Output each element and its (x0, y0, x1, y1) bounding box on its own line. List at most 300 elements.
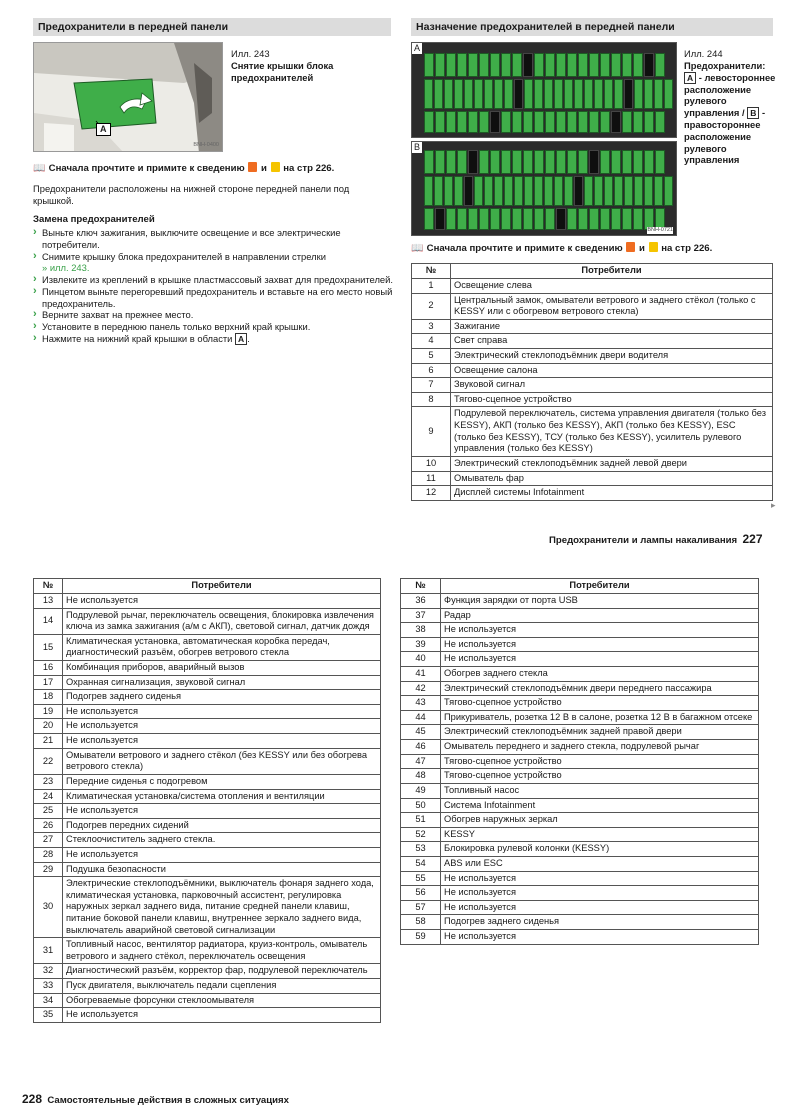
fuse-number: 31 (34, 938, 63, 964)
fuse-slot (545, 208, 555, 230)
fuse-consumer: Не используется (441, 623, 759, 638)
fuse-diagram-b (411, 141, 677, 236)
table-row (34, 938, 381, 964)
note-icon (649, 242, 658, 252)
fuse-slot (567, 150, 577, 174)
fuse-consumer: Не используется (63, 594, 381, 609)
fuse-number: 22 (34, 748, 63, 774)
fuse-number: 4 (412, 334, 451, 349)
fuse-consumer: Не используется (441, 652, 759, 667)
fuse-consumer: Электрический стеклоподъёмник задней левой двери (451, 456, 773, 471)
fuse-slot (490, 150, 500, 174)
table-row (401, 681, 759, 696)
table-row (401, 594, 759, 609)
fuse-slot (523, 208, 533, 230)
fuse-consumer: Освещение слева (451, 279, 773, 294)
fuse-number: 42 (401, 681, 441, 696)
table-row (34, 634, 381, 660)
box-b: B (747, 107, 759, 119)
fuse-slot (501, 53, 511, 77)
fuse-slot (644, 53, 654, 77)
table-row (34, 818, 381, 833)
fuse-slot (457, 111, 467, 133)
table-row (412, 392, 773, 407)
fuse-slot (624, 176, 633, 206)
fuse-slot (434, 176, 443, 206)
col-header-num: № (412, 264, 451, 279)
fuse-number: 56 (401, 886, 441, 901)
fuse-slot (524, 79, 533, 109)
col-header-consumers: Потребители (441, 579, 759, 594)
fuse-consumer: Не используется (441, 930, 759, 945)
fuse-slot (490, 111, 500, 133)
fuse-slot (504, 176, 513, 206)
fuse-number: 21 (34, 734, 63, 749)
table-row (401, 637, 759, 652)
fuse-consumer: Электрические стеклоподъёмники, выключатель фонаря заднего хода, климатическая установка, парковочный ассистент, регулировка наружных зеркал заднего вида, питание средней панели клавиш, питание боковой панели клавиш, внутреннее зеркало заднего вида, выключатель аварийной световой сигнализации (63, 877, 381, 938)
fuse-consumer: Радар (441, 608, 759, 623)
warning-icon (626, 242, 635, 252)
fuse-slot (435, 150, 445, 174)
fuse-number: 6 (412, 363, 451, 378)
fuse-number: 30 (34, 877, 63, 938)
fuse-number: 20 (34, 719, 63, 734)
fuse-slot (574, 79, 583, 109)
fuse-slot (494, 79, 503, 109)
fuse-consumer: Тягово-сцепное устройство (441, 696, 759, 711)
fuse-slot (435, 208, 445, 230)
table-row (401, 856, 759, 871)
fuse-slot (578, 111, 588, 133)
table-row (401, 827, 759, 842)
fuse-consumer: Тягово-сцепное устройство (441, 754, 759, 769)
table-row (412, 456, 773, 471)
fuse-consumer: Тягово-сцепное устройство (441, 769, 759, 784)
table-row (34, 734, 381, 749)
fuse-number: 2 (412, 293, 451, 319)
fuse-slot (589, 150, 599, 174)
fuse-consumer: Система Infotainment (441, 798, 759, 813)
fuse-slot (614, 79, 623, 109)
table-row (412, 349, 773, 364)
fuse-consumer: Климатическая установка/система отопления и вентиляции (63, 789, 381, 804)
fuse-consumer: Дисплей системы Infotainment (451, 486, 773, 501)
fuse-slot (556, 53, 566, 77)
fuse-number: 5 (412, 349, 451, 364)
fuse-slot (424, 150, 434, 174)
fuse-consumer: ABS или ESC (441, 856, 759, 871)
fuse-slot (484, 79, 493, 109)
fuse-slot (512, 111, 522, 133)
fuse-slot (514, 176, 523, 206)
fuse-slot (468, 111, 478, 133)
table-row (34, 833, 381, 848)
fuse-number: 29 (34, 862, 63, 877)
fuse-number: 9 (412, 407, 451, 456)
fuse-consumer: Топливный насос, вентилятор радиатора, круиз-контроль, омыватель ветрового и заднего стёкол, переключатель освещения (63, 938, 381, 964)
table-row (412, 334, 773, 349)
table-row (412, 293, 773, 319)
fuse-slot (424, 53, 434, 77)
table-row (401, 740, 759, 755)
table-row (34, 704, 381, 719)
fuse-number: 16 (34, 661, 63, 676)
fuse-slot (494, 176, 503, 206)
fuse-number: 52 (401, 827, 441, 842)
table-row (34, 748, 381, 774)
fuse-number: 24 (34, 789, 63, 804)
fuse-slot (446, 150, 456, 174)
fuse-slot (534, 53, 544, 77)
fuse-slot (644, 111, 654, 133)
page-footer-228: 228 Самостоятельные действия в сложных ситуациях (22, 1092, 289, 1106)
table-row (34, 877, 381, 938)
table-row (401, 710, 759, 725)
page-footer-227: Предохранители и лампы накаливания 227 (549, 532, 763, 546)
fuse-number: 34 (34, 993, 63, 1008)
table-row (34, 661, 381, 676)
col-header-num: № (34, 579, 63, 594)
fuse-slot (544, 79, 553, 109)
fuse-number: 3 (412, 319, 451, 334)
fuse-slot (594, 176, 603, 206)
fuse-slot (554, 176, 563, 206)
fuse-slot (464, 79, 473, 109)
table-row (34, 719, 381, 734)
table-row (34, 804, 381, 819)
fuse-consumer: Подрулевой рычаг, переключатель освещения, блокировка извлечения ключа из замка зажигания (а/м с АКП), световой сигнал, датчик дождя (63, 608, 381, 634)
fuse-number: 25 (34, 804, 63, 819)
fuse-slot (655, 53, 665, 77)
fuse-number: 19 (34, 704, 63, 719)
fuse-slot (611, 208, 621, 230)
table-row (401, 930, 759, 945)
fuse-slot (524, 176, 533, 206)
fuse-slot (633, 111, 643, 133)
fuse-consumer: Функция зарядки от порта USB (441, 594, 759, 609)
fuse-number: 50 (401, 798, 441, 813)
fuse-number: 35 (34, 1008, 63, 1023)
fuse-slot (554, 79, 563, 109)
fuse-table-1-12 (411, 263, 773, 501)
table-row (412, 319, 773, 334)
figure-243-caption (231, 48, 387, 83)
fuse-slot (446, 208, 456, 230)
fuse-consumer: Подрулевой переключатель, система управления двигателя (только без KESSY), АКП (только без KESSY), АКП (только без KESSY), ESC (только без KESSY), ТСУ (только без KESSY), усилитель рулевого управления (только без KESSY) (451, 407, 773, 456)
fuse-slot (474, 176, 483, 206)
table-row (34, 964, 381, 979)
fuse-slot (600, 150, 610, 174)
fuse-slot (457, 208, 467, 230)
fuse-slot (435, 53, 445, 77)
section-title-fuse-assignment: Назначение предохранителей в передней панели (411, 18, 773, 36)
figure-243-photo (33, 42, 223, 152)
fuse-consumer: Центральный замок, омыватели ветрового и заднего стёкол (только с KESSY или с обогревом ветрового стекла) (451, 293, 773, 319)
fuse-slot (564, 176, 573, 206)
table-row (401, 754, 759, 769)
fuse-consumer: Климатическая установка, автоматическая коробка передач, диагностический разъём, обогрев ветрового стекла (63, 634, 381, 660)
fuse-number: 48 (401, 769, 441, 784)
fuse-slot (501, 150, 511, 174)
fuse-consumer: Комбинация приборов, аварийный вызов (63, 661, 381, 676)
diagram-label-a: A (414, 43, 421, 53)
table-row (412, 279, 773, 294)
fuse-slot (544, 176, 553, 206)
fuse-slot (633, 53, 643, 77)
table-row (401, 915, 759, 930)
fuse-consumer: KESSY (441, 827, 759, 842)
figure-244-caption: Илл. 244 Предохранители: A - левостороннее расположение рулевого управления / B - правостороннее расположение рулевого управления (684, 48, 776, 166)
fuse-slot (584, 79, 593, 109)
table-row (412, 471, 773, 486)
fuse-consumer: Диагностический разъём, корректор фар, подрулевой переключатель (63, 964, 381, 979)
fuse-slot (622, 111, 632, 133)
fuse-number: 51 (401, 813, 441, 828)
subheading-replace-fuses: Замена предохранителей (33, 214, 155, 225)
table-row (34, 847, 381, 862)
area-a-box: A (235, 333, 247, 345)
fuse-slot (600, 208, 610, 230)
fuse-slot (424, 111, 434, 133)
fuse-slot (564, 79, 573, 109)
fuse-consumer: Не используется (441, 900, 759, 915)
fuse-consumer: Обогрев заднего стекла (441, 667, 759, 682)
fuse-consumer: Освещение салона (451, 363, 773, 378)
fuse-number: 23 (34, 774, 63, 789)
fuse-number: 33 (34, 979, 63, 994)
fuse-number: 49 (401, 783, 441, 798)
fuse-number: 46 (401, 740, 441, 755)
fuse-diagram-a (411, 42, 677, 138)
fuse-slot (604, 79, 613, 109)
figure-label-a: A (96, 123, 111, 136)
fuse-number: 18 (34, 690, 63, 705)
fuse-slot (604, 176, 613, 206)
fuse-slot (501, 111, 511, 133)
table-row (34, 862, 381, 877)
fuse-slot (468, 53, 478, 77)
fuse-number: 40 (401, 652, 441, 667)
fuse-slot (654, 176, 663, 206)
fuse-slot (512, 53, 522, 77)
fuse-consumer: Не используется (63, 734, 381, 749)
table-row (412, 486, 773, 501)
step-6: › Установите в переднюю панель только верхний край крышки. (33, 321, 393, 333)
fuse-slot (545, 150, 555, 174)
fuse-consumer: Подогрев заднего сиденья (63, 690, 381, 705)
table-row (401, 667, 759, 682)
figure-title: Илл. 243 (231, 48, 270, 59)
fuse-consumer: Топливный насос (441, 783, 759, 798)
fuse-consumer: Омыватель фар (451, 471, 773, 486)
diagram-label-b: B (414, 142, 421, 152)
fuse-slot (457, 53, 467, 77)
table-row (34, 594, 381, 609)
fuse-slot (634, 176, 643, 206)
fuse-slot (523, 150, 533, 174)
fuse-slot (578, 150, 588, 174)
fuse-slot (654, 79, 663, 109)
fuse-slot (664, 176, 673, 206)
col-header-consumers: Потребители (451, 264, 773, 279)
fuse-slot (594, 79, 603, 109)
fuse-number: 57 (401, 900, 441, 915)
fuse-consumer: Не используется (63, 719, 381, 734)
fuse-consumer: Не используется (63, 847, 381, 862)
step-7: › Нажмите на нижний край крышки в области A . (33, 333, 393, 345)
fuse-number: 32 (34, 964, 63, 979)
fuse-slot (490, 208, 500, 230)
fuse-slot (534, 150, 544, 174)
fuse-slot (644, 150, 654, 174)
fuse-slot (633, 208, 643, 230)
table-row (401, 696, 759, 711)
fuse-slot (514, 79, 523, 109)
fuse-consumer: Охранная сигнализация, звуковой сигнал (63, 675, 381, 690)
fuse-slot (534, 79, 543, 109)
fuse-number: 26 (34, 818, 63, 833)
table-row (34, 789, 381, 804)
table-row (412, 363, 773, 378)
fuse-number: 28 (34, 847, 63, 862)
book-icon: 📖 (33, 163, 46, 174)
fuse-slot (424, 79, 433, 109)
fuse-slot (523, 111, 533, 133)
fuse-slot (479, 53, 489, 77)
fuse-slot (567, 208, 577, 230)
fuse-number: 43 (401, 696, 441, 711)
fuse-number: 53 (401, 842, 441, 857)
fuse-number: 38 (401, 623, 441, 638)
fuse-consumer: Подогрев передних сидений (63, 818, 381, 833)
fuse-slot (490, 53, 500, 77)
fuse-table-36-59 (400, 578, 759, 945)
table-row (401, 886, 759, 901)
fuse-consumer: Омыватель переднего и заднего стекла, подрулевой рычаг (441, 740, 759, 755)
step-4: › Пинцетом выньте перегоревший предохранитель и вставьте на его место новый предохранитель. (33, 286, 393, 310)
fuse-slot (534, 176, 543, 206)
fuse-table-13-35 (33, 578, 381, 1023)
fuse-consumer: Прикуриватель, розетка 12 В в салоне, розетка 12 В в багажном отсеке (441, 710, 759, 725)
fuse-slot (484, 176, 493, 206)
table-row (401, 900, 759, 915)
fuse-number: 45 (401, 725, 441, 740)
fuse-slot (446, 111, 456, 133)
fuse-slot (435, 111, 445, 133)
fuse-number: 54 (401, 856, 441, 871)
fuse-slot (434, 79, 443, 109)
table-row (401, 769, 759, 784)
table-row (34, 690, 381, 705)
fuse-consumer: Тягово-сцепное устройство (451, 392, 773, 407)
fuse-number: 41 (401, 667, 441, 682)
fuse-slot (655, 150, 665, 174)
fuse-consumer: Не используется (441, 637, 759, 652)
fuse-consumer: Электрический стеклоподъёмник задней правой двери (441, 725, 759, 740)
fuse-number: 12 (412, 486, 451, 501)
fuse-number: 36 (401, 594, 441, 609)
col-header-num: № (401, 579, 441, 594)
fuse-slot (589, 111, 599, 133)
dashboard-cover-illustration (34, 43, 223, 152)
figure-ref-b: BNH-0721 (647, 227, 673, 234)
fuse-slot (444, 176, 453, 206)
table-row (34, 774, 381, 789)
fuse-slot (644, 176, 653, 206)
fuse-number: 14 (34, 608, 63, 634)
table-row (34, 1008, 381, 1023)
table-row (401, 783, 759, 798)
fuse-slot (446, 53, 456, 77)
fuse-slot (600, 53, 610, 77)
table-row (401, 725, 759, 740)
table-row (401, 842, 759, 857)
fuse-slot (454, 79, 463, 109)
fuse-number: 7 (412, 378, 451, 393)
fuse-slot (556, 208, 566, 230)
fuse-number: 15 (34, 634, 63, 660)
figure-link[interactable]: » илл. 243. (42, 262, 90, 274)
fuse-number: 11 (412, 471, 451, 486)
fuse-number: 37 (401, 608, 441, 623)
figure-caption: Снятие крышки блока предохранителей (231, 59, 334, 83)
fuse-slot (501, 208, 511, 230)
fuse-slot (468, 208, 478, 230)
fuse-number: 58 (401, 915, 441, 930)
fuse-slot (464, 176, 473, 206)
fuse-slot (424, 176, 433, 206)
fuse-slot (556, 150, 566, 174)
step-3: › Извлеките из креплений в крышке пластмассовый захват для предохранителей. (33, 274, 393, 286)
table-row (401, 608, 759, 623)
note-icon (271, 162, 280, 172)
fuse-slot (611, 53, 621, 77)
fuse-slot (622, 208, 632, 230)
fuse-consumer: Электрический стеклоподъёмник двери переднего пассажира (441, 681, 759, 696)
fuse-slot (545, 111, 555, 133)
fuse-slot (479, 150, 489, 174)
fuse-number: 27 (34, 833, 63, 848)
fuse-slot (655, 111, 665, 133)
fuse-number: 44 (401, 710, 441, 725)
fuse-number: 55 (401, 871, 441, 886)
fuse-slot (622, 150, 632, 174)
next-arrow-icon: ▸ (771, 500, 776, 510)
fuse-slot (479, 208, 489, 230)
table-row (401, 623, 759, 638)
read-note: 📖 Сначала прочтите и примите к сведению и на стр 226. (33, 163, 335, 174)
fuse-consumer: Блокировка рулевой колонки (KESSY) (441, 842, 759, 857)
fuse-slot (611, 111, 621, 133)
fuse-slot (574, 176, 583, 206)
fuse-slot (633, 150, 643, 174)
figure-ref: BNH-0400 (193, 142, 219, 149)
fuse-slot (479, 111, 489, 133)
fuse-slot (622, 53, 632, 77)
fuse-slot (504, 79, 513, 109)
step-5: › Верните захват на прежнее место. (33, 309, 393, 321)
fuse-consumer: Передние сиденья с подогревом (63, 774, 381, 789)
fuse-number: 39 (401, 637, 441, 652)
fuse-consumer: Не используется (441, 886, 759, 901)
fuse-slot (614, 176, 623, 206)
table-row (401, 652, 759, 667)
fuse-number: 13 (34, 594, 63, 609)
read-note-2: 📖 Сначала прочтите и примите к сведению и на стр 226. (411, 243, 713, 254)
fuse-slot (424, 208, 434, 230)
table-row (34, 979, 381, 994)
step-1: › Выньте ключ зажигания, выключите освещение и все электрические потребители. (33, 227, 393, 251)
